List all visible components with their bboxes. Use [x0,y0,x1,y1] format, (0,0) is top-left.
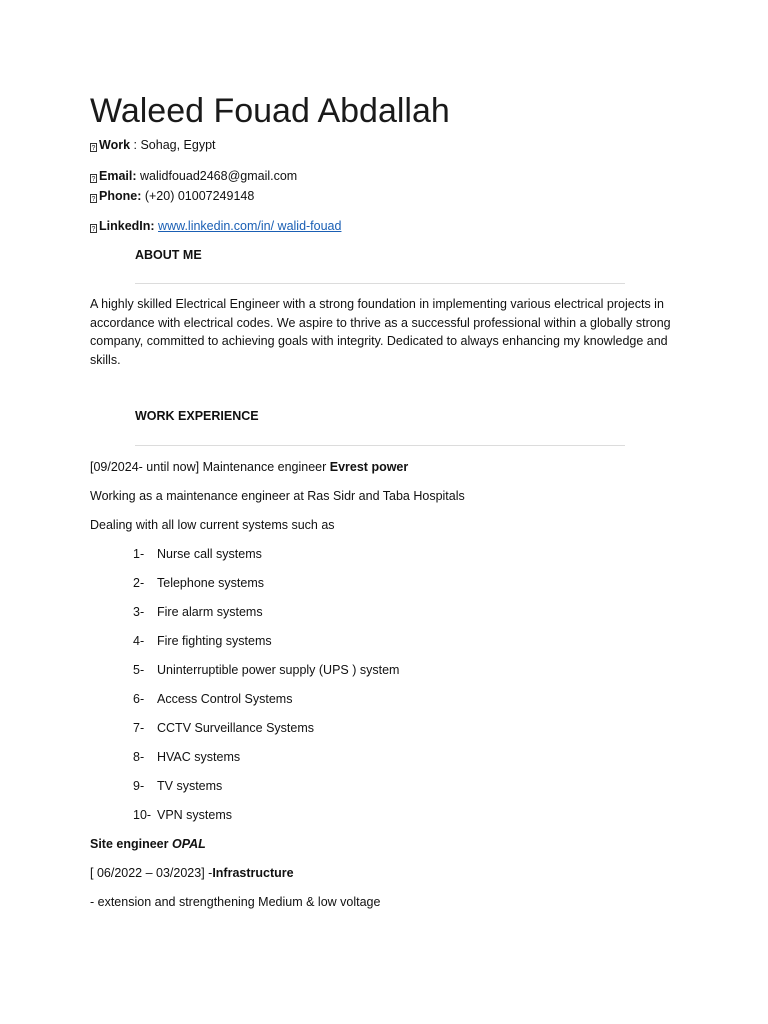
list-item: 3- Fire alarm systems [133,605,263,619]
email-label: Email: [99,169,137,183]
job2-period: [ 06/2022 – 03/2023] - [90,866,213,880]
work-value: Sohag, Egypt [140,138,216,152]
linkedin-label: LinkedIn: [99,219,155,233]
phone-label: Phone: [99,189,142,203]
list-item: 9- TV systems [133,779,223,793]
about-heading: ABOUT ME [135,248,202,262]
phone-icon: ? [91,196,96,203]
list-item: 8- HVAC systems [133,750,241,764]
candidate-name: Waleed Fouad Abdallah [90,92,450,130]
job2-title: Site engineer [90,837,172,851]
email-value: walidfouad2468@gmail.com [140,169,298,183]
job1-systems-intro: Dealing with all low current systems such as [90,518,335,532]
location-icon: ? [91,145,96,152]
list-item: 5- Uninterruptible power supply (UPS ) system [133,663,400,677]
work-label: Work [99,138,131,152]
job2-header [90,835,206,853]
linkedin-icon: ? [91,226,96,233]
job1-company: Evrest power [329,460,409,474]
email-icon: ? [91,176,96,183]
list-item: 4- Fire fighting systems [133,634,272,648]
about-text: A highly skilled Electrical Engineer with a strong foundation in implementing various electrical projects in accordance with electrical codes. We aspire to thrive as a successful professional within a globally strong company, committed to achieving goals with integrity. Dedicated to always enhancing my knowledge and skills. [90,297,671,367]
list-item: 2- Telephone systems [133,576,265,590]
list-item: 1- Nurse call systems [133,547,262,561]
about-divider [135,283,625,284]
linkedin-line [90,217,341,235]
experience-divider [135,445,625,446]
list-item: 10- VPN systems [133,808,233,822]
phone-line [90,187,254,205]
job2-description: - extension and strengthening Medium & low voltage [90,895,381,909]
work-separator: : [130,138,141,152]
job2-period-line [90,864,294,882]
job1-header [90,458,408,476]
job1-description: Working as a maintenance engineer at Ras Sidr and Taba Hospitals [90,489,465,503]
list-item: 6- Access Control Systems [133,692,293,706]
job1-period-title: [09/2024- until now] Maintenance engineer [90,460,330,474]
list-item: 7- CCTV Surveillance Systems [133,721,314,735]
experience-heading: WORK EXPERIENCE [135,409,259,423]
linkedin-link[interactable]: www.linkedin.com/in/ walid-fouad [158,219,342,233]
job2-type: Infrastructure [212,866,294,880]
email-line [90,167,297,185]
work-location-line [90,136,216,154]
job2-company: OPAL [171,837,206,851]
phone-value: (+20) 01007249148 [144,189,255,203]
